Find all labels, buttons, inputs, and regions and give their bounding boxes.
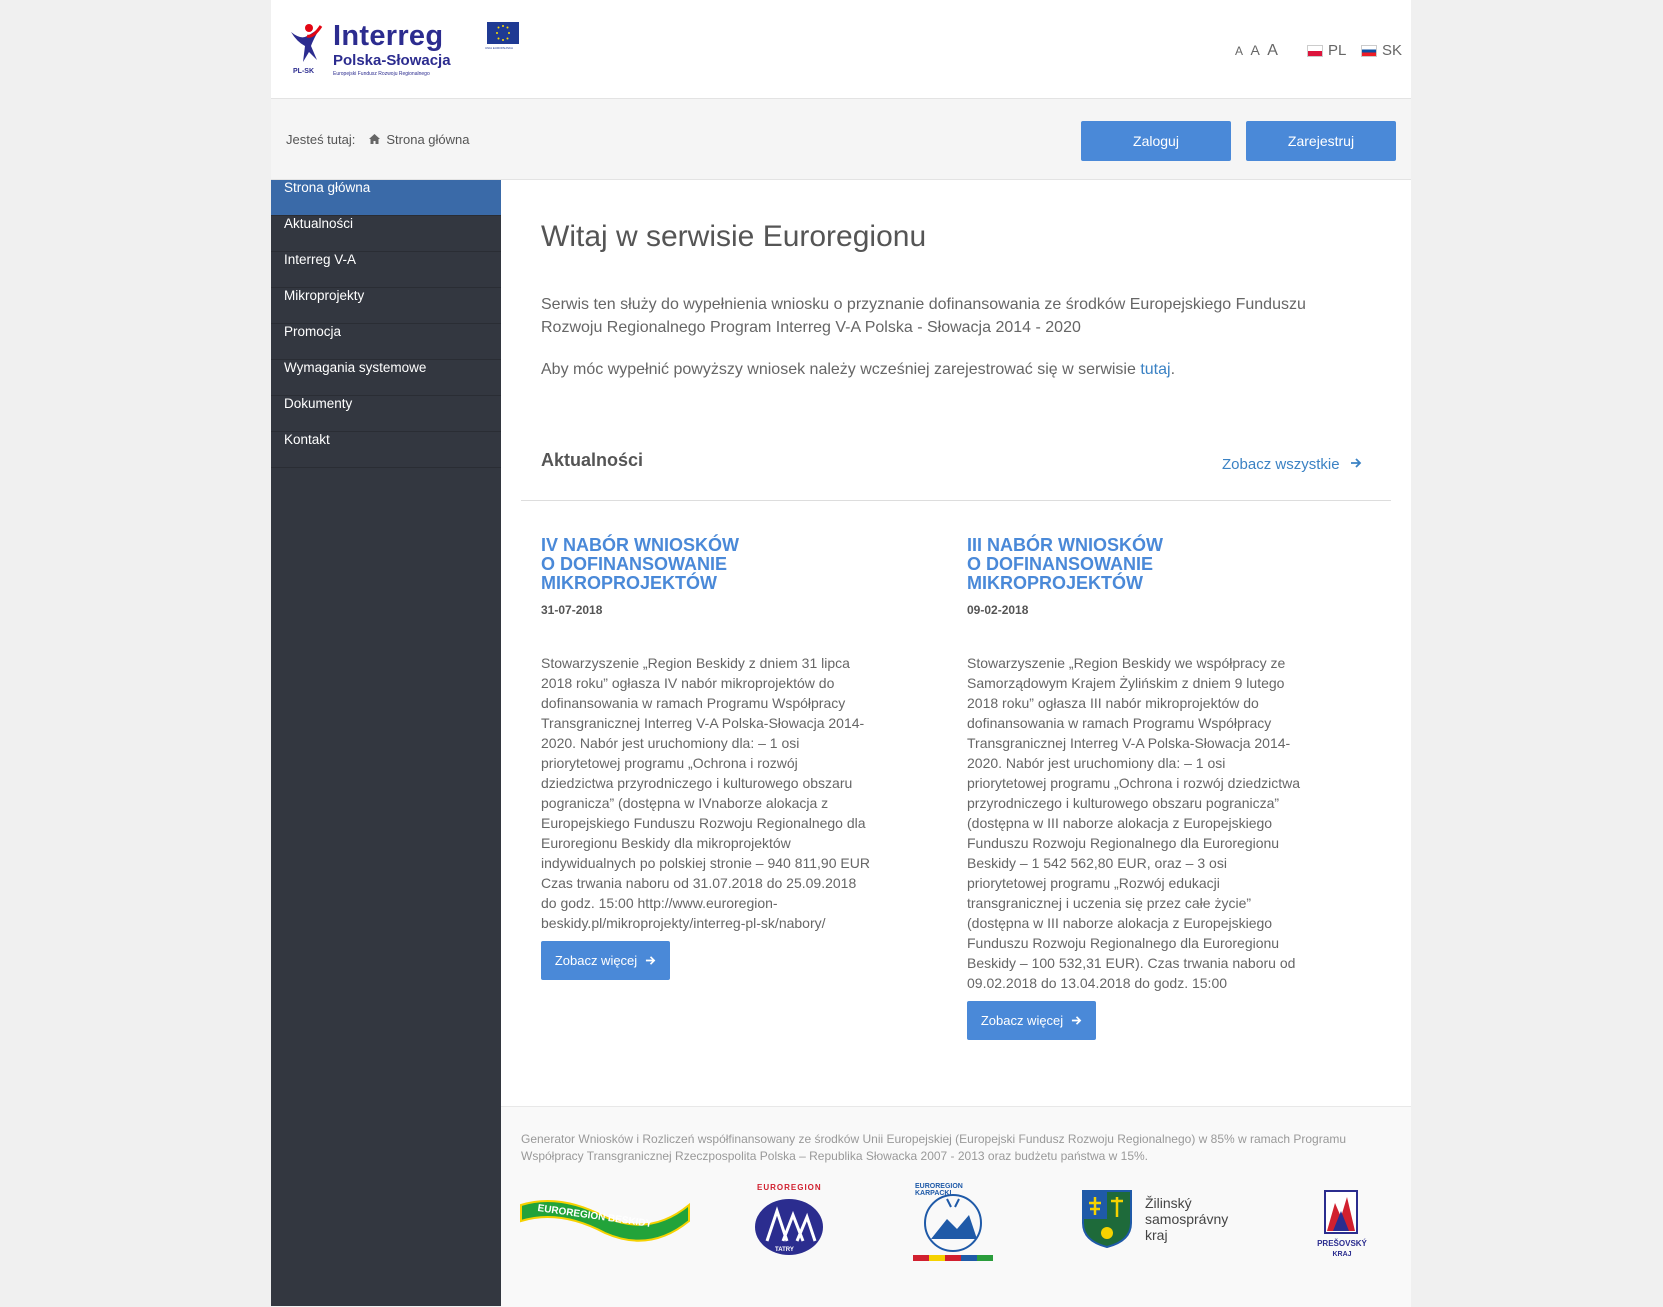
sidebar-item-interreg[interactable]: Interreg V-A [271, 252, 501, 288]
news-article [967, 536, 1302, 1040]
news-divider [521, 500, 1391, 501]
sidebar-item-documents[interactable]: Dokumenty [271, 396, 501, 432]
article-date: 31-07-2018 [541, 603, 603, 617]
see-all-news-link[interactable] [1222, 456, 1362, 473]
article-date: 09-02-2018 [967, 603, 1029, 617]
register-note-text: Aby móc wypełnić powyższy wniosek należy wcześniej zarejestrować się w serwisie [541, 361, 1141, 378]
partner-presov-sub: KRAJ [1332, 1251, 1352, 1258]
article-title[interactable]: III NABÓR WNIOSKÓW O DOFINANSOWANIE MIKROPROJEKTÓW [967, 535, 1163, 593]
poland-flag-icon [1307, 45, 1323, 57]
partner-logo-tatry[interactable] [753, 1183, 825, 1261]
read-more-button[interactable] [967, 1001, 1096, 1040]
font-size-switcher [1235, 42, 1281, 60]
footer-text: Generator Wniosków i Rozliczeń współfinansowany ze środków Unii Europejskiej (Europejski Fundusz Rozwoju Regionalnego) w 85% w ramach Programu Współpracy Transgranicznej Rzeczpospolita Polska – Republika Słowacka 2007 - 2013 oraz budżetu państwa w 15%. [521, 1132, 1347, 1163]
sidebar-item-microprojects[interactable]: Mikroprojekty [271, 288, 501, 324]
partner-tatry-sub: TATRY [775, 1247, 794, 1253]
site-header [271, 0, 1411, 99]
read-more-button[interactable] [541, 941, 670, 980]
page-title: Witaj w serwisie Euroregionu [541, 220, 927, 253]
sidebar-item-promotion[interactable]: Promocja [271, 324, 501, 360]
language-pl-label: PL [1328, 42, 1347, 59]
partner-tatry-name: EUROREGION [757, 1183, 822, 1192]
language-sk[interactable] [1361, 42, 1402, 59]
register-note [541, 358, 1341, 381]
intro-text: Serwis ten służy do wypełnienia wniosku o przyznanie dofinansowania ze środków Europejskiego Funduszu Rozwoju Regionalnego Program Interreg V-A Polska - Słowacja 2014 - 2020 [541, 296, 1306, 336]
zilina-coat-of-arms-icon [1081, 1189, 1133, 1249]
login-button[interactable]: Zaloguj [1081, 121, 1231, 161]
article-body: Stowarzyszenie „Region Beskidy z dniem 31 lipca 2018 roku” ogłasza IV nabór mikroprojektów do dofinansowania w ramach Programu Współpracy Transgranicznej Interreg V-A Polska-Słowacja 2014-2020. Nabór jest uruchomiony dla: – 1 osi priorytetowej programu „Ochrona i rozwój dziedzictwa przyrodniczego i kulturowego obszaru pogranicza” (dostępna w IVnaborze alokacja z Europejskiego Funduszu Rozwoju Regionalnego dla Euroregionu Beskidy dla mikroprojektów indywidualnych po polskiej stronie – 940 811,90 EUR Czas trwania naboru od 31.07.2018 do 25.09.2018 do godz. 15:00 http://www.euroregion-beskidy.pl/mikroprojekty/interreg-pl-sk/nabory/ [541, 655, 870, 931]
karpacki-deer-icon [907, 1193, 999, 1263]
arrow-right-icon [1071, 1015, 1082, 1026]
language-sk-label: SK [1382, 42, 1403, 59]
logo-tagline: Europejski Fundusz Rozwoju Regionalnego [333, 71, 430, 77]
article-title[interactable]: IV NABÓR WNIOSKÓW O DOFINANSOWANIE MIKROPROJEKTÓW [541, 535, 739, 593]
partner-logo-beskidy[interactable] [515, 1187, 695, 1247]
font-size-medium[interactable]: A [1250, 42, 1260, 58]
register-note-end: . [1170, 361, 1176, 378]
read-more-label: Zobacz więcej [554, 953, 638, 968]
font-size-small[interactable]: A [1235, 44, 1244, 58]
page [271, 0, 1411, 1306]
breadcrumb [286, 132, 470, 147]
interreg-logo[interactable] [287, 18, 514, 83]
partner-karpacki-name: EUROREGION KARPACKI [915, 1183, 963, 1197]
breadcrumb-bar [271, 99, 1411, 180]
logo-brand: Interreg [333, 20, 444, 52]
eu-flag-icon [487, 22, 519, 44]
read-more-label: Zobacz więcej [980, 1013, 1064, 1028]
breadcrumb-home-link[interactable]: Strona główna [386, 132, 470, 147]
sidebar-nav [271, 180, 501, 1306]
partner-presov-name: PREŠOVSKÝ [1317, 1239, 1367, 1248]
partner-logo-zilina[interactable] [1081, 1189, 1251, 1249]
eu-label: UNIA EUROPEJSKA [485, 46, 514, 50]
arrow-right-icon [645, 955, 656, 966]
language-pl[interactable] [1307, 42, 1346, 59]
register-here-link[interactable]: tutaj [1140, 361, 1171, 378]
site-footer [501, 1106, 1411, 1307]
breadcrumb-label: Jesteś tutaj: [286, 132, 356, 147]
partner-zilina-name: Žilinský samosprávny kraj [1145, 1195, 1229, 1243]
article-body: Stowarzyszenie „Region Beskidy we współpracy ze Samorządowym Krajem Żylińskim z dniem 9 lutego 2018 roku” ogłasza III nabór mikroprojektów do dofinansowania w ramach Programu Współpracy Transgranicznej Interreg V-A Polska-Słowacja 2014-2020. Nabór jest uruchomiony dla: – 1 osi priorytetowej programu „Ochrona i rozwój dziedzictwa przyrodniczego i kulturowego obszaru pogranicza” (dostępna w III naborze alokacja z Europejskiego Funduszu Rozwoju Regionalnego dla Euroregionu Beskidy – 1 542 562,80 EUR, oraz – 3 osi priorytetowej programu „Rozwój edukacji transgranicznej i uczenia się przez całe życie” (dostępna w III naborze alokacja z Europejskiego Funduszu Rozwoju Regionalnego dla Euroregionu Beskidy – 100 532,31 EUR). Czas trwania naboru od 09.02.2018 do 13.04.2018 do godz. 15:00 [967, 655, 1301, 991]
sidebar-item-requirements[interactable]: Wymagania systemowe [271, 360, 501, 396]
logo-region: Polska-Słowacja [333, 52, 451, 69]
sidebar-item-home[interactable]: Strona główna [271, 180, 501, 216]
font-size-large[interactable]: A [1267, 42, 1278, 59]
sidebar-item-contact[interactable]: Kontakt [271, 432, 501, 468]
register-button[interactable]: Zarejestruj [1246, 121, 1396, 161]
presov-emblem-icon [1321, 1189, 1361, 1235]
partner-logo-karpacki[interactable] [907, 1183, 999, 1263]
partner-beskidy-name: EUROREGION BESKIDY [536, 1203, 653, 1230]
sidebar-item-news[interactable]: Aktualności [271, 216, 501, 252]
interreg-figure-icon [287, 22, 327, 66]
news-article [541, 536, 876, 980]
slovakia-flag-icon [1361, 45, 1377, 57]
home-icon [369, 133, 380, 147]
see-all-label: Zobacz wszystkie [1222, 456, 1340, 473]
news-heading: Aktualności [541, 450, 644, 470]
arrow-right-icon [1350, 456, 1362, 473]
partner-logo-presov[interactable] [1307, 1189, 1377, 1265]
logo-badge: PL-SK [293, 68, 314, 75]
